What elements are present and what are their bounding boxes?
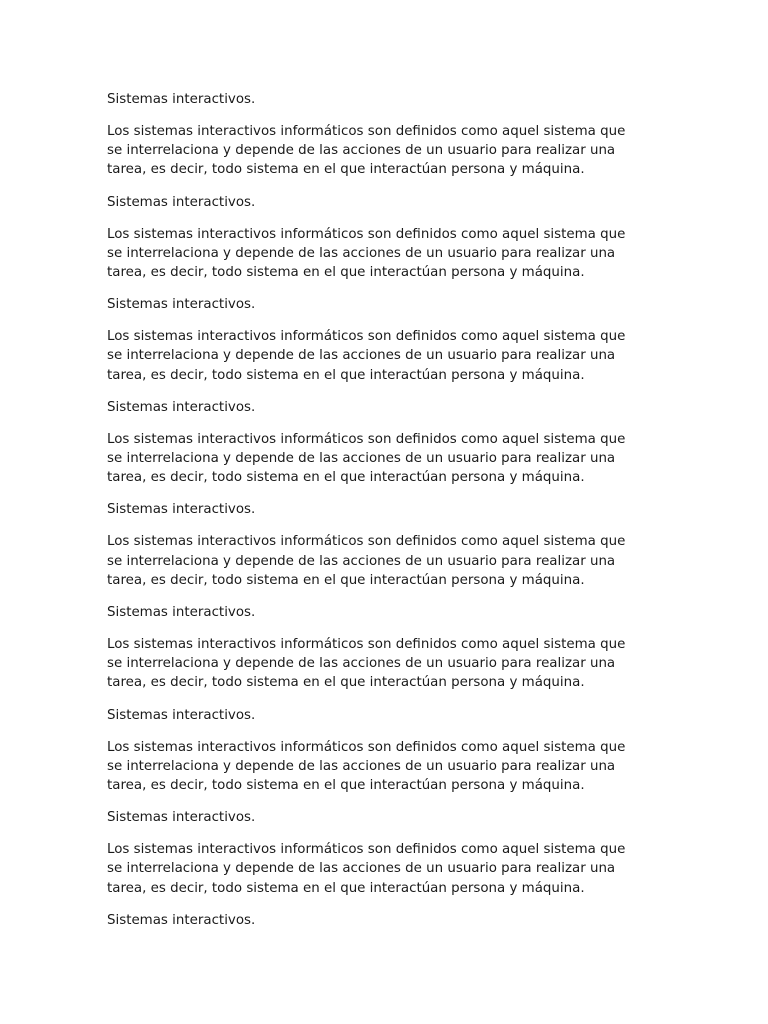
section-paragraph — [107, 635, 667, 693]
paragraph-line: tarea, es decir, todo sistema en el que interactúan persona y máquina. — [107, 880, 585, 896]
paragraph-line: se interrelaciona y depende de las acciones de un usuario para realizar una — [107, 143, 616, 159]
section — [107, 295, 667, 385]
section-heading: Sistemas interactivos. — [107, 399, 256, 415]
section-paragraph — [107, 840, 667, 898]
section-heading: Sistemas interactivos. — [107, 707, 256, 723]
paragraph-line: Los sistemas interactivos informáticos son definidos como aquel sistema que — [107, 534, 626, 550]
section — [107, 193, 667, 283]
paragraph-line: tarea, es decir, todo sistema en el que interactúan persona y máquina. — [107, 470, 585, 486]
section-heading: Sistemas interactivos. — [107, 502, 256, 518]
section-heading: Sistemas interactivos. — [107, 297, 256, 313]
section-heading: Sistemas interactivos. — [107, 810, 256, 826]
section-paragraph — [107, 532, 667, 590]
paragraph-line: se interrelaciona y depende de las acciones de un usuario para realizar una — [107, 348, 616, 364]
section-heading: Sistemas interactivos. — [107, 92, 256, 107]
paragraph-line: tarea, es decir, todo sistema en el que interactúan persona y máquina. — [107, 778, 585, 794]
section-paragraph — [107, 225, 667, 283]
closing-heading: Sistemas interactivos. — [107, 912, 256, 928]
section — [107, 808, 667, 898]
section-paragraph — [107, 430, 667, 488]
section — [107, 706, 667, 796]
document-body — [107, 90, 667, 943]
paragraph-line: tarea, es decir, todo sistema en el que interactúan persona y máquina. — [107, 367, 585, 383]
section — [107, 398, 667, 488]
paragraph-line: tarea, es decir, todo sistema en el que interactúan persona y máquina. — [107, 675, 585, 691]
paragraph-line: tarea, es decir, todo sistema en el que interactúan persona y máquina. — [107, 265, 585, 281]
section — [107, 90, 667, 180]
section-paragraph — [107, 738, 667, 796]
paragraph-line: Los sistemas interactivos informáticos son definidos como aquel sistema que — [107, 431, 626, 447]
paragraph-line: tarea, es decir, todo sistema en el que interactúan persona y máquina. — [107, 162, 585, 178]
section-heading: Sistemas interactivos. — [107, 194, 256, 210]
paragraph-line: se interrelaciona y depende de las acciones de un usuario para realizar una — [107, 451, 616, 467]
paragraph-line: se interrelaciona y depende de las acciones de un usuario para realizar una — [107, 553, 616, 569]
paragraph-line: se interrelaciona y depende de las acciones de un usuario para realizar una — [107, 245, 616, 261]
paragraph-line: se interrelaciona y depende de las acciones de un usuario para realizar una — [107, 861, 616, 877]
section-paragraph — [107, 327, 667, 385]
paragraph-line: Los sistemas interactivos informáticos son definidos como aquel sistema que — [107, 739, 626, 755]
paragraph-line: tarea, es decir, todo sistema en el que interactúan persona y máquina. — [107, 572, 585, 588]
paragraph-line: Los sistemas interactivos informáticos son definidos como aquel sistema que — [107, 226, 626, 242]
paragraph-line: Los sistemas interactivos informáticos son definidos como aquel sistema que — [107, 637, 626, 653]
section — [107, 603, 667, 693]
section — [107, 500, 667, 590]
paragraph-line: Los sistemas interactivos informáticos son definidos como aquel sistema que — [107, 329, 626, 345]
paragraph-line: Los sistemas interactivos informáticos son definidos como aquel sistema que — [107, 842, 626, 858]
paragraph-line: se interrelaciona y depende de las acciones de un usuario para realizar una — [107, 758, 616, 774]
section-heading: Sistemas interactivos. — [107, 605, 256, 621]
paragraph-line: Los sistemas interactivos informáticos son definidos como aquel sistema que — [107, 124, 626, 139]
paragraph-line: se interrelaciona y depende de las acciones de un usuario para realizar una — [107, 656, 616, 672]
section-paragraph — [107, 122, 667, 180]
